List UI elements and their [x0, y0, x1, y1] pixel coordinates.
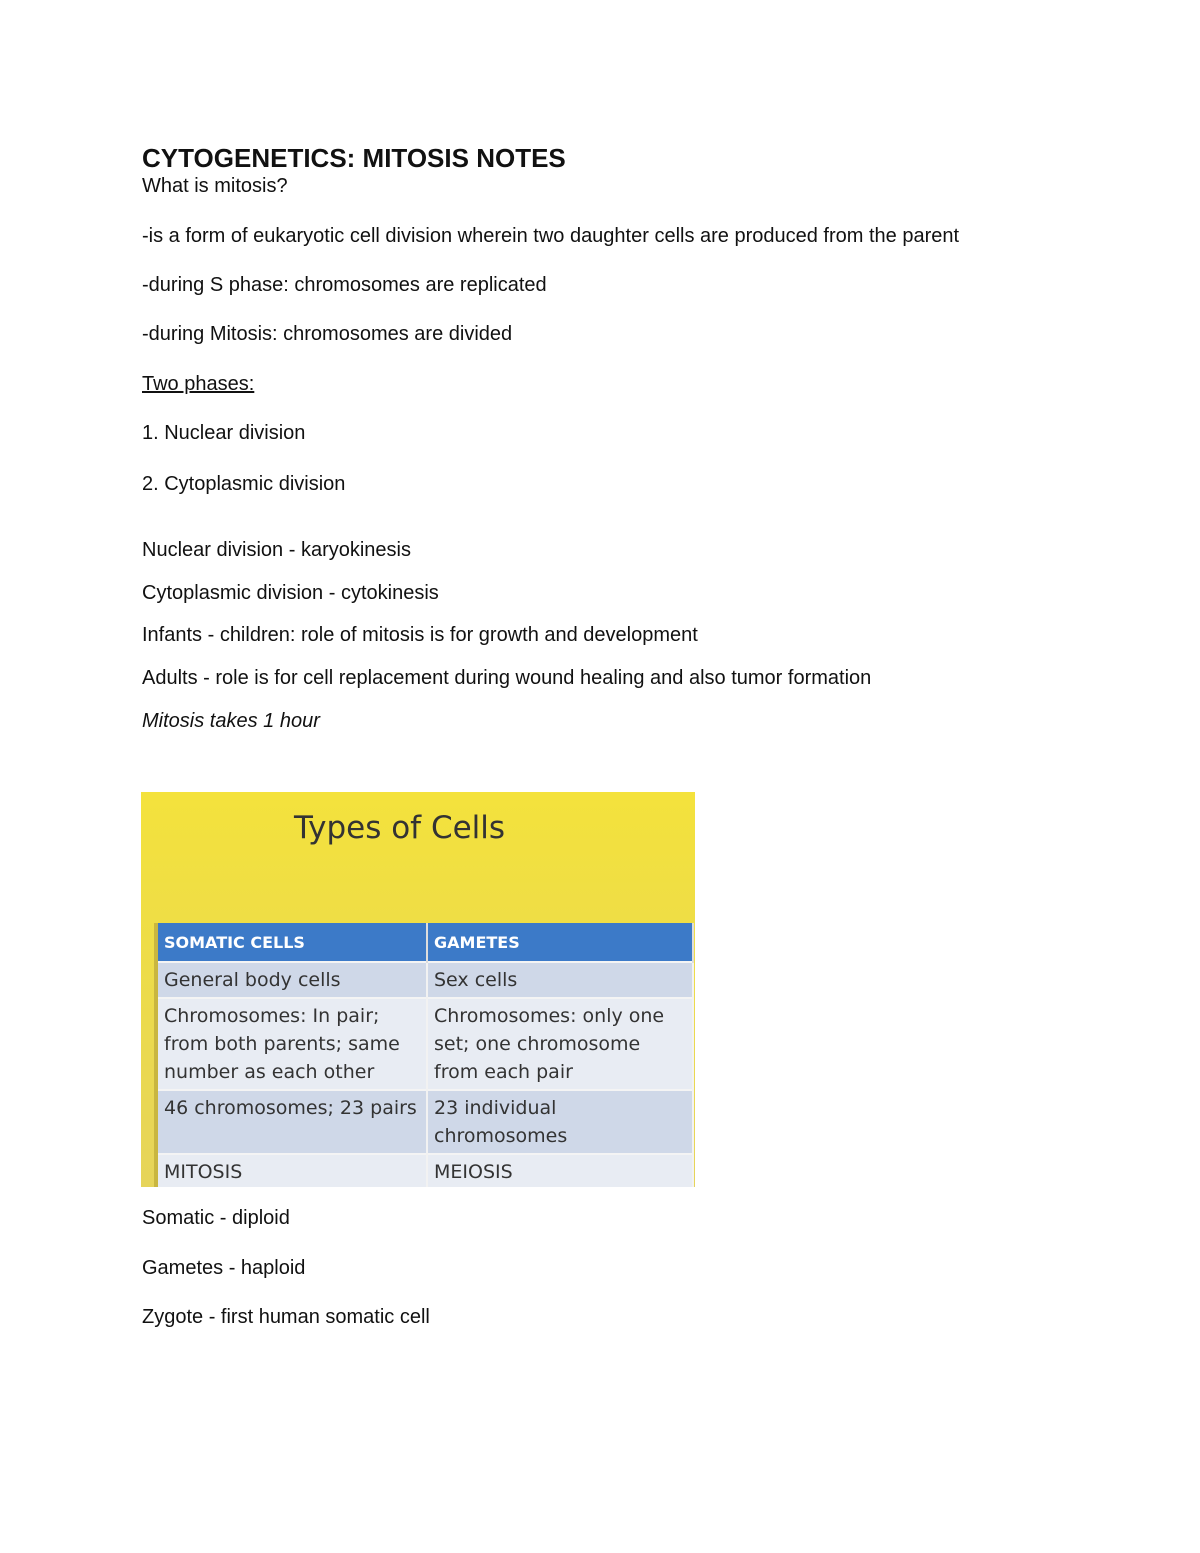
note-somatic: Somatic - diploid — [142, 1207, 290, 1229]
table-cell: 46 chromosomes; 23 pairs — [156, 1090, 427, 1154]
table-header-row — [156, 923, 693, 962]
types-of-cells-slide-image — [141, 792, 695, 1187]
slide-title: Types of Cells — [294, 810, 506, 846]
table-cell: MITOSIS — [156, 1154, 427, 1187]
table-row — [156, 962, 693, 998]
document-title: CYTOGENETICS: MITOSIS NOTES — [142, 143, 566, 173]
table-cell: Sex cells — [427, 962, 693, 998]
note-line-4: Adults - role is for cell replacement during wound healing and also tumor formation — [142, 667, 872, 689]
phase-item-2: 2. Cytoplasmic division — [142, 473, 346, 495]
note-zygote: Zygote - first human somatic cell — [142, 1306, 430, 1328]
table-cell: MEIOSIS — [427, 1154, 693, 1187]
table-row — [156, 1090, 693, 1154]
note-line-2: Cytoplasmic division - cytokinesis — [142, 582, 439, 604]
note-gametes: Gametes - haploid — [142, 1257, 306, 1279]
table-cell: 23 individual chromosomes — [427, 1090, 693, 1154]
question-text: What is mitosis? — [142, 175, 288, 197]
note-line-3: Infants - children: role of mitosis is for growth and development — [142, 624, 698, 646]
table-cell: Chromosomes: In pair; from both parents; same number as each other — [156, 998, 427, 1090]
paragraph-mitosis: -during Mitosis: chromosomes are divided — [142, 323, 513, 345]
paragraph-definition: -is a form of eukaryotic cell division wherein two daughter cells are produced from the parent — [142, 225, 960, 247]
phases-heading: Two phases: — [142, 373, 255, 395]
note-line-5: Mitosis takes 1 hour — [142, 710, 320, 732]
table-header: SOMATIC CELLS — [156, 923, 427, 962]
table-cell: Chromosomes: only one set; one chromosome from each pair — [427, 998, 693, 1090]
note-line-1: Nuclear division - karyokinesis — [142, 539, 411, 561]
table-header: GAMETES — [427, 923, 693, 962]
table-row — [156, 998, 693, 1090]
cell-types-table — [154, 923, 694, 1187]
table-cell: General body cells — [156, 962, 427, 998]
phase-item-1: 1. Nuclear division — [142, 422, 306, 444]
paragraph-s-phase: -during S phase: chromosomes are replicated — [142, 274, 547, 296]
table-row — [156, 1154, 693, 1187]
